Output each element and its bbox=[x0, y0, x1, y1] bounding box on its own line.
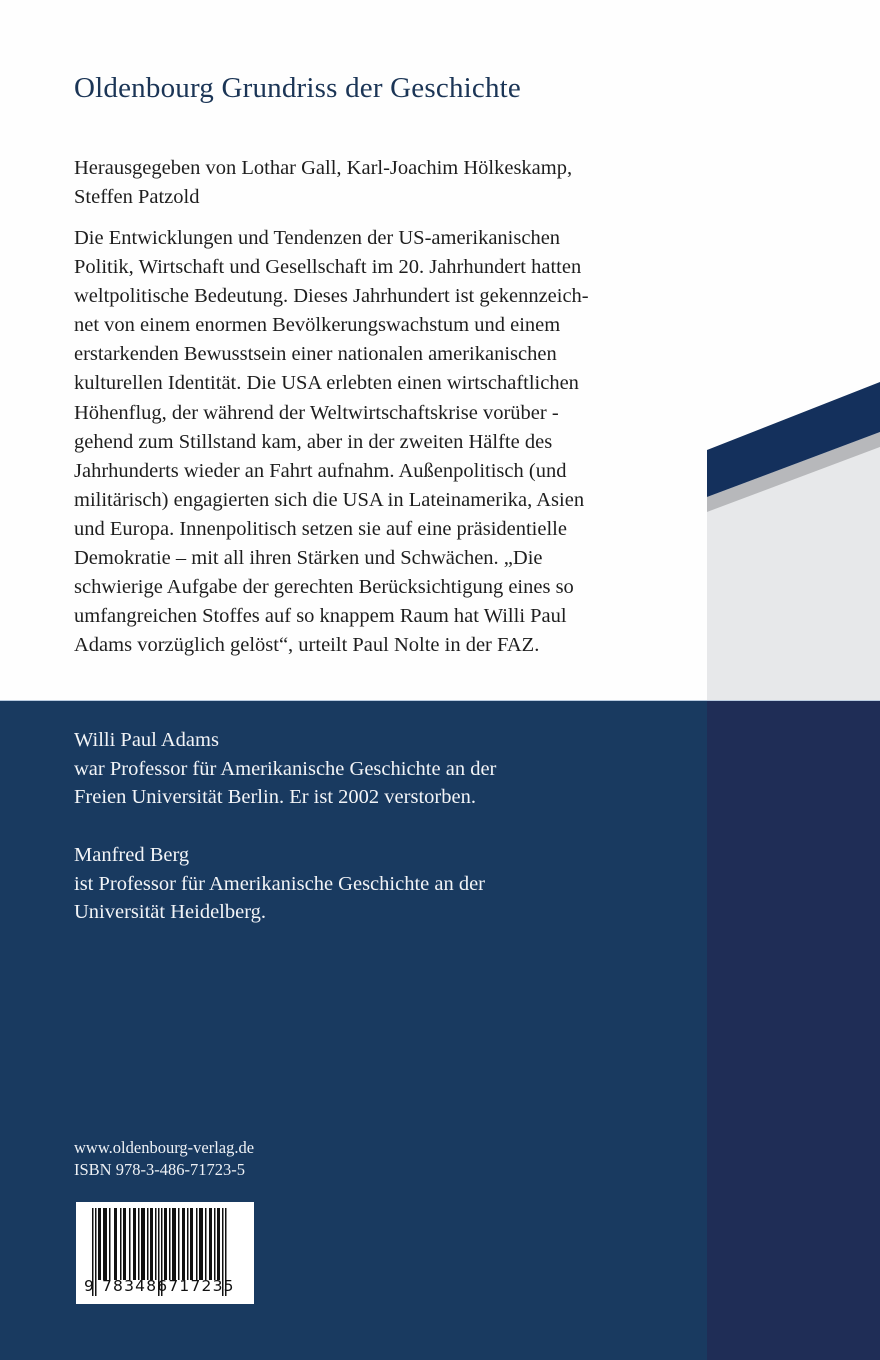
blurb-line: schwierige Aufgabe der gerechten Berücksichtigung eines so bbox=[74, 576, 574, 599]
series-title: Oldenbourg Grundriss der Geschichte bbox=[74, 72, 521, 104]
blurb-line: gehend zum Stillstand kam, aber in der zweiten Hälfte des bbox=[74, 430, 553, 453]
blurb-line: Jahrhunderts wieder an Fahrt aufnahm. Außenpolitisch (und bbox=[74, 459, 567, 482]
isbn-text: ISBN 978-3-486-71723-5 bbox=[74, 1160, 245, 1179]
blurb-line: Politik, Wirtschaft und Gesellschaft im 20. Jahrhundert hatten bbox=[74, 256, 582, 279]
decorative-diagonal-band bbox=[707, 0, 880, 701]
blurb-line: Höhenflug, der während der Weltwirtschaftskrise vorüber - bbox=[74, 401, 559, 424]
blurb-line: erstarkenden Bewusstsein einer nationalen amerikanischen bbox=[74, 343, 557, 366]
publisher-website: www.oldenbourg-verlag.de bbox=[74, 1138, 255, 1157]
editors-line: Herausgegeben von Lothar Gall, Karl-Joachim Hölkeskamp, bbox=[74, 157, 573, 179]
author-bio-line: Freien Universität Berlin. Er ist 2002 verstorben. bbox=[74, 786, 476, 808]
author-bio-berg bbox=[74, 841, 674, 927]
barcode-number: 783486717235 bbox=[102, 1277, 235, 1295]
blurb-line: militärisch) engagierten sich die USA in Lateinamerika, Asien bbox=[74, 488, 585, 511]
blurb-line: Demokratie – mit all ihren Stärken und Schwächen. „Die bbox=[74, 547, 543, 570]
blurb-line: kulturellen Identität. Die USA erlebten einen wirtschaftlichen bbox=[74, 372, 579, 395]
author-name: Manfred Berg bbox=[74, 844, 190, 866]
panel-divider bbox=[0, 700, 880, 701]
series-editors bbox=[74, 154, 674, 211]
author-bio-line: Universität Heidelberg. bbox=[74, 901, 267, 923]
author-bio-line: war Professor für Amerikanische Geschichte an der bbox=[74, 757, 497, 780]
blurb-line: Adams vorzüglich gelöst“, urteilt Paul Nolte in der FAZ. bbox=[74, 634, 540, 657]
blurb-line: net von einem enormen Bevölkerungswachstum und einem bbox=[74, 314, 561, 337]
blurb-line: Die Entwicklungen und Tendenzen der US-amerikanischen bbox=[74, 227, 561, 249]
blurb-line: umfangreichen Stoffes auf so knappem Raum hat Willi Paul bbox=[74, 605, 567, 628]
editors-line: Steffen Patzold bbox=[74, 185, 200, 208]
decorative-right-strip bbox=[707, 701, 880, 1360]
author-bio-adams bbox=[74, 726, 674, 812]
author-bio-line: ist Professor für Amerikanische Geschichte an der bbox=[74, 872, 486, 895]
author-name: Willi Paul Adams bbox=[74, 729, 219, 751]
barcode-digits bbox=[84, 1277, 250, 1295]
blurb-line: und Europa. Innenpolitisch setzen sie auf eine präsidentielle bbox=[74, 517, 567, 540]
barcode-lead-digit: 9 bbox=[84, 1277, 96, 1295]
book-blurb bbox=[74, 224, 674, 660]
isbn-barcode bbox=[76, 1202, 254, 1304]
publisher-info bbox=[74, 1137, 254, 1181]
blurb-line: weltpolitische Bedeutung. Dieses Jahrhundert ist gekennzeich- bbox=[74, 285, 589, 308]
